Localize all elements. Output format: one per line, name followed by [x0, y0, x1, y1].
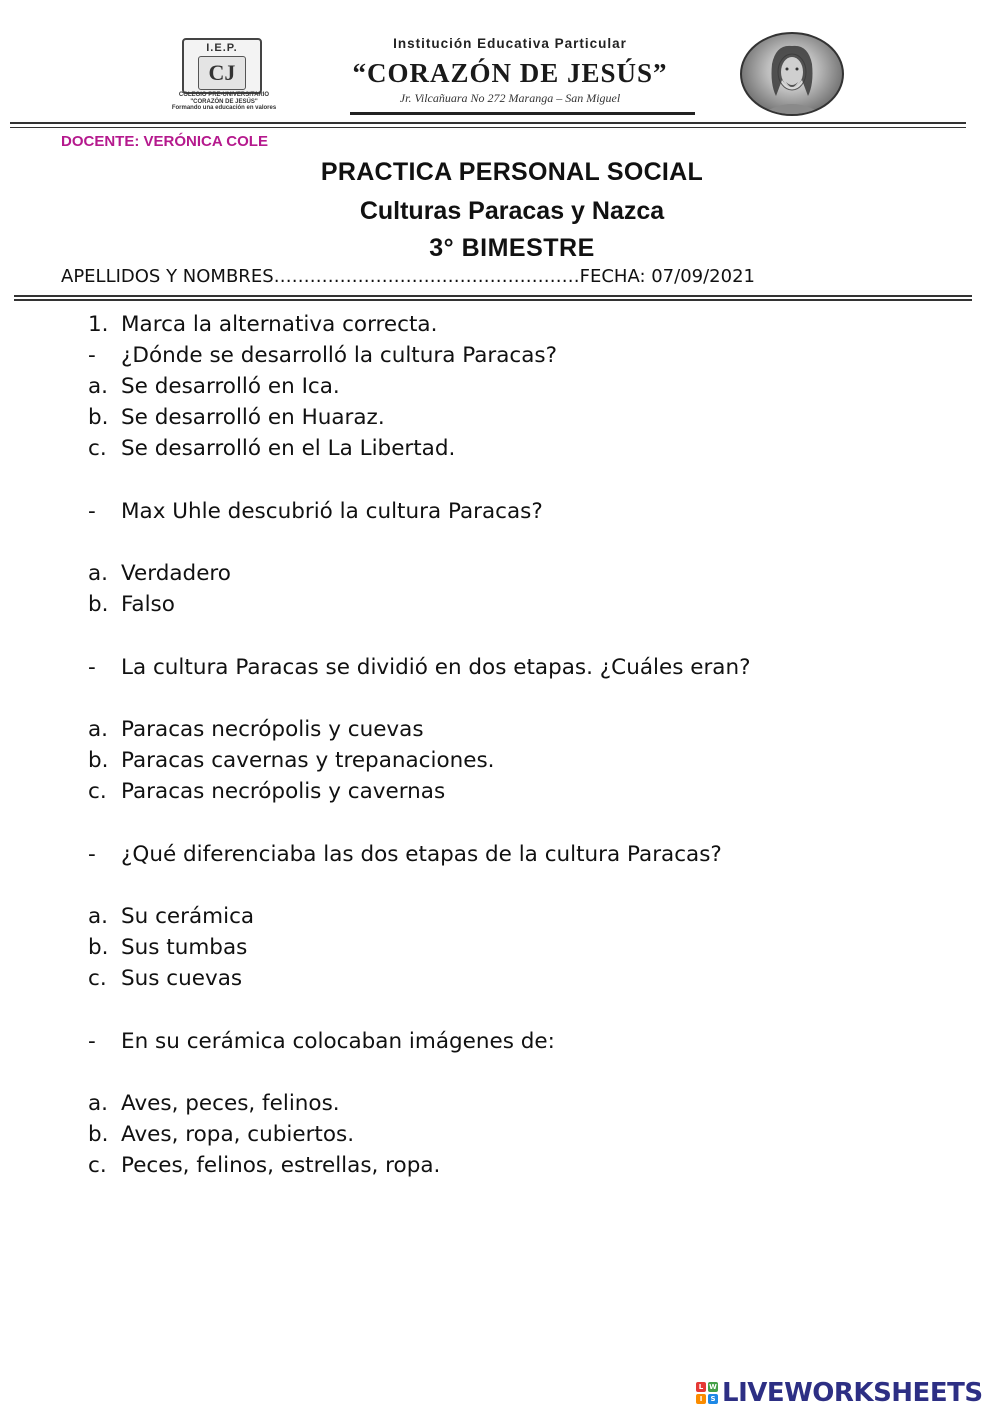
list-marker: b. [88, 748, 109, 773]
option-text: Paracas necrópolis y cuevas [121, 717, 424, 742]
brand-name: LIVEWORKSHEETS [722, 1378, 983, 1408]
option-text: Paracas cavernas y trepanaciones. [121, 748, 495, 773]
answer-option[interactable] [88, 1091, 340, 1116]
option-text: Sus tumbas [121, 935, 248, 960]
logo-caption-line: Formando una educación en valores [171, 105, 277, 111]
answer-option[interactable] [88, 904, 254, 929]
logo-tile: S [708, 1394, 718, 1404]
option-text: Aves, ropa, cubiertos. [121, 1122, 355, 1147]
liveworksheets-logo-icon [696, 1382, 718, 1404]
answer-option[interactable] [88, 405, 385, 430]
option-text: Paracas necrópolis y cavernas [121, 779, 446, 804]
list-marker: b. [88, 1122, 109, 1147]
list-marker: - [88, 499, 96, 524]
list-marker: a. [88, 561, 109, 586]
school-name: “CORAZÓN DE JESÚS” [352, 58, 668, 88]
header-rule [10, 127, 966, 128]
list-marker: - [88, 1029, 96, 1054]
logo-caption-line: COLEGIO PRE-UNIVERSITARIO [178, 92, 270, 98]
page-title: PRACTICA PERSONAL SOCIAL [320, 158, 704, 186]
section-rule [14, 295, 972, 297]
list-marker: c. [88, 966, 107, 991]
logo-caption [164, 92, 284, 112]
answer-option[interactable] [88, 1122, 354, 1147]
list-marker: - [88, 343, 96, 368]
header-divider [350, 112, 695, 115]
answer-option[interactable] [88, 779, 445, 804]
list-marker: a. [88, 1091, 109, 1116]
school-logo [182, 38, 262, 94]
list-marker: a. [88, 904, 109, 929]
list-marker: b. [88, 592, 109, 617]
logo-badge-text: I.E.P. [206, 42, 238, 54]
question-line [88, 655, 751, 680]
logo-tile: L [696, 1382, 706, 1392]
question-line [88, 343, 557, 368]
option-text: Se desarrolló en Huaraz. [121, 405, 385, 430]
line-text: La cultura Paracas se dividió en dos etapas. ¿Cuáles eran? [121, 655, 751, 680]
list-marker: - [88, 842, 96, 867]
option-text: Sus cuevas [121, 966, 243, 991]
logo-tile: W [709, 1383, 717, 1391]
student-name-date-field[interactable]: APELLIDOS Y NOMBRES……………………………………………FECHA: 07/09/2021 [61, 266, 755, 287]
line-text: Marca la alternativa correcta. [121, 312, 438, 337]
option-text: Aves, peces, felinos. [121, 1091, 340, 1116]
list-marker: b. [88, 405, 109, 430]
liveworksheets-brand[interactable] [696, 1376, 983, 1410]
answer-option[interactable] [88, 436, 455, 461]
line-text: ¿Qué diferenciaba las dos etapas de la cultura Paracas? [121, 842, 722, 867]
logo-crest-icon: CJ [198, 56, 246, 90]
question-line [88, 842, 722, 867]
term-title: 3° BIMESTRE [429, 234, 595, 262]
subject-title: Culturas Paracas y Nazca [359, 197, 665, 225]
list-marker: c. [88, 436, 107, 461]
line-text: ¿Dónde se desarrolló la cultura Paracas? [121, 343, 557, 368]
header-rule [10, 122, 966, 124]
option-text: Su cerámica [121, 904, 255, 929]
section-rule [14, 299, 972, 301]
list-marker: c. [88, 1153, 107, 1178]
answer-option[interactable] [88, 1153, 440, 1178]
answer-option[interactable] [88, 374, 340, 399]
option-text: Falso [121, 592, 175, 617]
school-address: Jr. Vilcañuara No 272 Maranga – San Miguel [399, 91, 621, 105]
answer-option[interactable] [88, 561, 231, 586]
answer-option[interactable] [88, 935, 247, 960]
option-text: Peces, felinos, estrellas, ropa. [121, 1153, 441, 1178]
option-text: Se desarrolló en el La Libertad. [121, 436, 456, 461]
sacred-heart-portrait-icon [740, 32, 844, 116]
line-text: Max Uhle descubrió la cultura Paracas? [121, 499, 543, 524]
answer-option[interactable] [88, 717, 424, 742]
answer-option[interactable] [88, 966, 242, 991]
answer-option[interactable] [88, 748, 495, 773]
teacher-label: DOCENTE: VERÓNICA COLE [61, 133, 268, 150]
instruction-line [88, 312, 437, 337]
question-line [88, 1029, 555, 1054]
option-text: Verdadero [121, 561, 231, 586]
list-marker: a. [88, 374, 109, 399]
list-marker: a. [88, 717, 109, 742]
list-marker: b. [88, 935, 109, 960]
option-text: Se desarrolló en Ica. [121, 374, 340, 399]
list-marker: - [88, 655, 96, 680]
institution-line: Institución Educativa Particular [393, 36, 627, 51]
line-text: En su cerámica colocaban imágenes de: [121, 1029, 555, 1054]
list-marker: c. [88, 779, 107, 804]
logo-tile: I [696, 1394, 706, 1404]
list-marker: 1. [88, 312, 109, 337]
question-line [88, 499, 543, 524]
logo-caption-line: "CORAZÓN DE JESÚS" [190, 98, 258, 105]
answer-option[interactable] [88, 592, 175, 617]
